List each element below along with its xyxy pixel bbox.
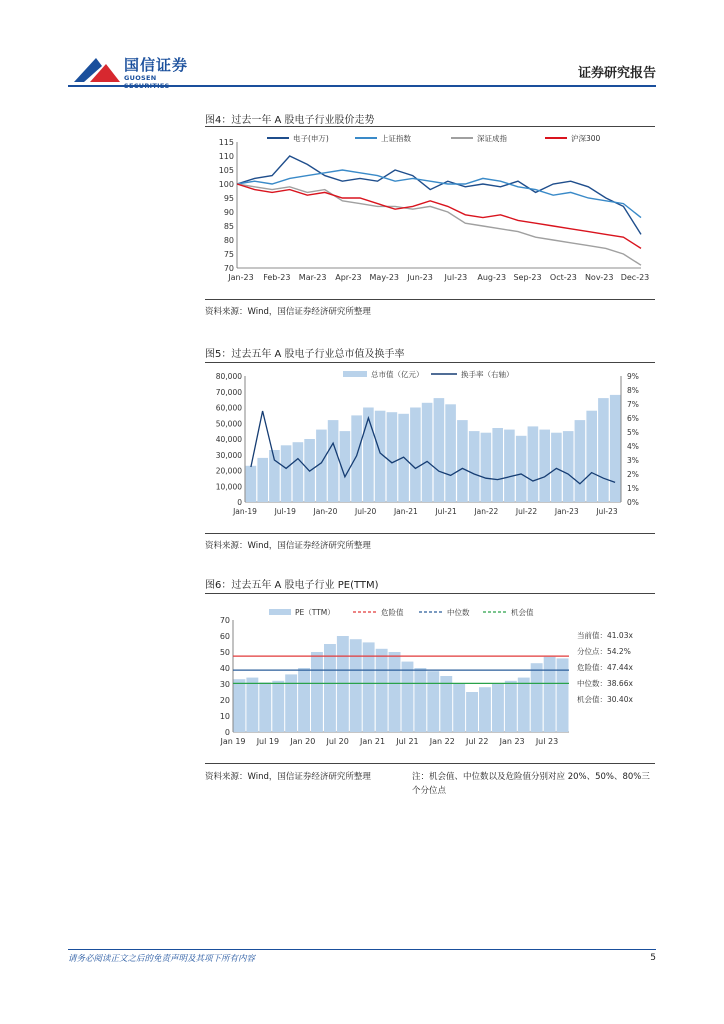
y-tick-label: 10 <box>219 712 230 721</box>
x-tick-label: Jul-21 <box>435 507 457 516</box>
market-cap-bar <box>469 431 480 502</box>
y-tick-label: 0 <box>237 498 242 507</box>
fig4-title: 图4：过去一年 A 股电子行业股价走势 <box>205 115 375 126</box>
x-tick-label: Jul-23 <box>596 507 618 516</box>
x-tick-label: Jan 23 <box>499 737 525 746</box>
market-cap-bar <box>481 433 492 502</box>
y2-tick-label: 1% <box>627 484 639 493</box>
market-cap-bar <box>351 415 362 502</box>
y-tick-label: 50 <box>219 648 230 657</box>
pe-bar <box>453 684 465 732</box>
x-tick-label: Mar-23 <box>298 273 327 282</box>
pe-bar <box>531 663 543 732</box>
y-tick-label: 75 <box>223 250 234 259</box>
pe-bar <box>479 687 491 732</box>
x-tick-label: Dec-23 <box>620 273 650 282</box>
x-tick-label: Jul 20 <box>326 737 349 746</box>
fig4-source: 资料来源：Wind，国信证券经济研究所整理 <box>205 307 371 317</box>
pe-annotation: 当前值：41.03x <box>577 631 633 640</box>
market-cap-bar <box>363 408 374 503</box>
legend-label: 上证指数 <box>381 134 411 143</box>
y-tick-label: 95 <box>223 194 234 203</box>
x-tick-label: Apr-23 <box>335 273 362 282</box>
pe-bar <box>557 658 569 732</box>
x-tick-label: Jul 21 <box>396 737 419 746</box>
fig5-svg <box>205 366 655 520</box>
x-tick-label: Jan-22 <box>474 507 499 516</box>
series-line-4 <box>237 184 641 248</box>
legend-label: 机会值 <box>511 608 534 617</box>
y-tick-label: 70 <box>223 264 234 273</box>
x-tick-label: Oct-23 <box>549 273 577 282</box>
fig5-rule-bottom <box>205 533 655 534</box>
x-tick-label: May-23 <box>369 273 400 282</box>
pe-annotation: 分位点：54.2% <box>577 647 631 656</box>
x-tick-label: Jan 19 <box>220 737 246 746</box>
y-tick-label: 40,000 <box>215 435 242 444</box>
y2-tick-label: 5% <box>627 428 639 437</box>
x-tick-label: Aug-23 <box>477 273 507 282</box>
x-tick-label: Feb-23 <box>263 273 291 282</box>
fig4-rule-top <box>205 126 655 127</box>
market-cap-bar <box>293 442 304 502</box>
pe-bar <box>492 684 504 732</box>
pe-bar <box>440 676 452 732</box>
pe-bar <box>376 649 388 732</box>
legend-label: PE（TTM） <box>295 608 335 617</box>
market-cap-bar <box>387 412 398 502</box>
x-tick-label: Jan-21 <box>393 507 418 516</box>
pe-bar <box>246 678 258 732</box>
pe-bar <box>427 671 439 732</box>
x-tick-label: Jan 20 <box>290 737 316 746</box>
x-tick-label: Jul 22 <box>466 737 489 746</box>
market-cap-bar <box>246 466 257 502</box>
legend-label: 深证成指 <box>477 134 507 143</box>
pe-bar <box>324 644 336 732</box>
market-cap-bar <box>328 420 339 502</box>
y2-tick-label: 7% <box>627 400 639 409</box>
market-cap-bar <box>504 430 515 502</box>
legend-label: 沪深300 <box>571 134 601 143</box>
x-tick-label: Jan-23 <box>554 507 579 516</box>
y-tick-label: 80,000 <box>215 372 242 381</box>
market-cap-bar <box>551 433 562 502</box>
guosen-logo <box>72 52 202 88</box>
market-cap-bar <box>563 431 574 502</box>
legend-label: 危险值 <box>381 608 404 617</box>
x-tick-label: Nov-23 <box>584 273 614 282</box>
market-cap-bar <box>539 430 550 502</box>
y-tick-label: 100 <box>218 180 234 189</box>
fig4-rule-bottom <box>205 299 655 300</box>
market-cap-bar <box>257 458 268 502</box>
pe-bar <box>544 657 556 732</box>
legend-swatch <box>269 609 291 615</box>
x-tick-label: Sep-23 <box>513 273 542 282</box>
market-cap-bar <box>575 420 586 502</box>
pe-bar <box>505 681 517 732</box>
fig6-svg <box>205 598 655 750</box>
pe-annotation: 机会值：30.40x <box>577 695 633 704</box>
y-tick-label: 90 <box>223 208 234 217</box>
y2-tick-label: 3% <box>627 456 639 465</box>
legend-label: 电子(申万) <box>293 134 329 143</box>
x-tick-label: Jul 19 <box>256 737 280 746</box>
market-cap-bar <box>598 398 609 502</box>
market-cap-bar <box>457 420 468 502</box>
x-tick-label: Jan 22 <box>429 737 455 746</box>
fig5-chart <box>205 366 655 520</box>
y2-tick-label: 4% <box>627 442 639 451</box>
report-type: 证券研究报告 <box>577 66 656 81</box>
pe-bar <box>298 668 310 732</box>
fig4-svg <box>205 130 655 296</box>
market-cap-bar <box>528 426 539 502</box>
pe-bar <box>402 662 414 732</box>
x-tick-label: Jul-23 <box>444 273 468 282</box>
legend-label: 总市值（亿元） <box>371 370 424 379</box>
x-tick-label: Jan-19 <box>233 507 257 516</box>
legend-swatch <box>343 371 367 377</box>
market-cap-bar <box>492 428 503 502</box>
y-tick-label: 70 <box>219 616 230 625</box>
y-tick-label: 60,000 <box>215 403 242 413</box>
pe-annotation: 危险值：47.44x <box>577 663 633 672</box>
pe-bar <box>389 652 401 732</box>
y-tick-label: 40 <box>219 664 230 673</box>
y-tick-label: 105 <box>218 166 234 175</box>
fig6-title: 图6：过去五年 A 股电子行业 PE(TTM) <box>205 580 379 591</box>
pe-bar <box>234 679 246 732</box>
market-cap-bar <box>610 395 621 502</box>
y-tick-label: 115 <box>218 138 234 147</box>
x-tick-label: Jul-20 <box>355 507 377 516</box>
footer-disclaimer: 请务必阅读正文之后的免责声明及其项下所有内容 <box>68 954 256 964</box>
fig6-rule-top <box>205 593 655 594</box>
logo-mark-icon <box>72 52 122 86</box>
market-cap-bar <box>516 436 527 502</box>
y-tick-label: 70,000 <box>215 387 242 397</box>
y-tick-label: 30,000 <box>215 450 242 460</box>
x-tick-label: Jul-22 <box>515 507 538 516</box>
fig5-rule-top <box>205 362 655 363</box>
market-cap-bar <box>434 398 445 502</box>
market-cap-bar <box>586 411 597 502</box>
x-tick-label: Jul-19 <box>274 507 296 516</box>
y2-tick-label: 8% <box>627 386 639 395</box>
fig6-source: 资料来源：Wind，国信证券经济研究所整理 <box>205 772 371 782</box>
fig5-title: 图5：过去五年 A 股电子行业总市值及换手率 <box>205 349 405 360</box>
y2-tick-label: 6% <box>627 414 639 423</box>
y-tick-label: 20 <box>219 696 230 705</box>
x-tick-label: Jul 23 <box>535 737 559 746</box>
pe-bar <box>414 668 426 732</box>
logo-text: 国信证券 <box>124 56 189 74</box>
pe-bar <box>350 639 362 732</box>
pe-bar <box>466 692 478 732</box>
y-tick-label: 10,000 <box>215 482 242 492</box>
logo-subtext: GUOSEN <box>124 74 157 82</box>
y-tick-label: 60 <box>219 632 230 641</box>
pe-bar <box>272 681 284 732</box>
pe-annotation: 中位数：38.66x <box>577 679 633 688</box>
y-tick-label: 50,000 <box>215 419 242 429</box>
fig4-chart <box>205 130 655 296</box>
y2-tick-label: 2% <box>627 470 639 479</box>
fig6-chart <box>205 598 655 750</box>
fig5-source: 资料来源：Wind，国信证券经济研究所整理 <box>205 541 371 551</box>
y-tick-label: 85 <box>223 222 234 231</box>
legend-label: 换手率（右轴） <box>461 370 514 379</box>
market-cap-bar <box>410 408 421 503</box>
y-tick-label: 0 <box>224 728 230 737</box>
footer-divider <box>68 949 656 950</box>
y2-tick-label: 0% <box>627 498 639 507</box>
page-number: 5 <box>650 953 656 963</box>
y-tick-label: 30 <box>219 680 230 689</box>
header-divider <box>68 85 656 87</box>
fig6-rule-bottom <box>205 763 655 764</box>
market-cap-bar <box>281 445 292 502</box>
y-tick-label: 80 <box>223 236 234 245</box>
x-tick-label: Jan 21 <box>360 737 386 746</box>
y-tick-label: 110 <box>218 152 234 161</box>
pe-bar <box>518 678 530 732</box>
x-tick-label: Jan-23 <box>228 273 254 282</box>
pe-bar <box>311 652 323 732</box>
market-cap-bar <box>445 404 456 502</box>
market-cap-bar <box>422 403 433 502</box>
x-tick-label: Jun-23 <box>407 273 433 282</box>
legend-label: 中位数 <box>447 608 470 617</box>
y-tick-label: 20,000 <box>215 466 242 476</box>
fig6-note: 注：机会值、中位数以及危险值分别对应 20%、50%、80%三个分位点 <box>412 772 650 796</box>
pe-bar <box>259 682 271 732</box>
x-tick-label: Jan-20 <box>313 507 338 516</box>
y2-tick-label: 9% <box>627 372 639 381</box>
series-line-2 <box>237 170 641 218</box>
